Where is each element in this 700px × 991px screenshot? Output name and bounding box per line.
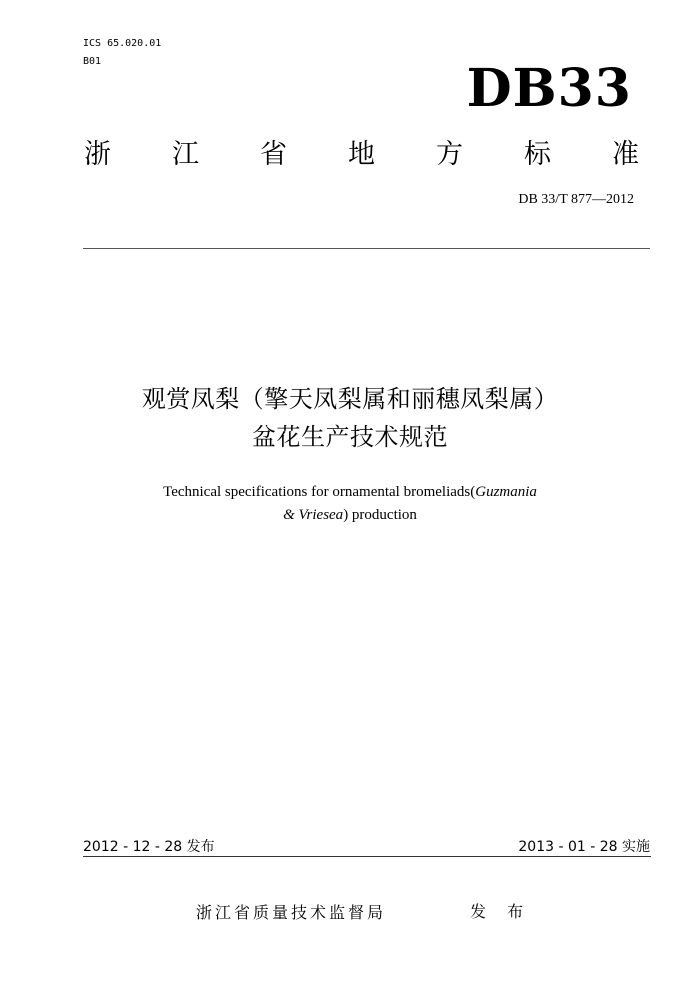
issue-date: 2012 - 12 - 28 发布 (83, 839, 215, 855)
standard-number: DB 33/T 877—2012 (518, 192, 634, 207)
title-english-line2 (0, 505, 700, 525)
bottom-divider (83, 856, 651, 857)
title-english-suffix: ) production (343, 507, 417, 523)
implement-date: 2013 - 01 - 28 实施 (518, 839, 650, 855)
title-chinese-line1: 观赏凤梨（擎天凤梨属和丽穗凤梨属） (141, 385, 559, 413)
title-english-prefix: Technical specifications for ornamental bromeliads( (163, 484, 476, 500)
top-divider (83, 248, 650, 249)
standard-category (84, 138, 639, 172)
category-char: 方 (436, 139, 463, 170)
category-char: 准 (612, 139, 639, 170)
title-english-genus-vriesea: & Vriesea (283, 507, 344, 523)
standard-brand: DB33 (466, 58, 632, 119)
category-char: 标 (524, 139, 551, 170)
title-english-line1 (0, 482, 700, 502)
category-char: 江 (172, 139, 199, 170)
issuing-authority: 浙江省质量技术监督局 (196, 903, 387, 922)
title-english-genus-guzmania: Guzmania (475, 484, 537, 500)
issue-label: 发 布 (470, 902, 532, 921)
category-char: 浙 (84, 139, 111, 170)
ccs-code: B01 (83, 56, 102, 67)
category-char: 地 (348, 139, 375, 170)
ics-code: ICS 65.020.01 (83, 38, 162, 49)
title-chinese-line2: 盆花生产技术规范 (252, 423, 448, 451)
category-char: 省 (260, 139, 287, 170)
